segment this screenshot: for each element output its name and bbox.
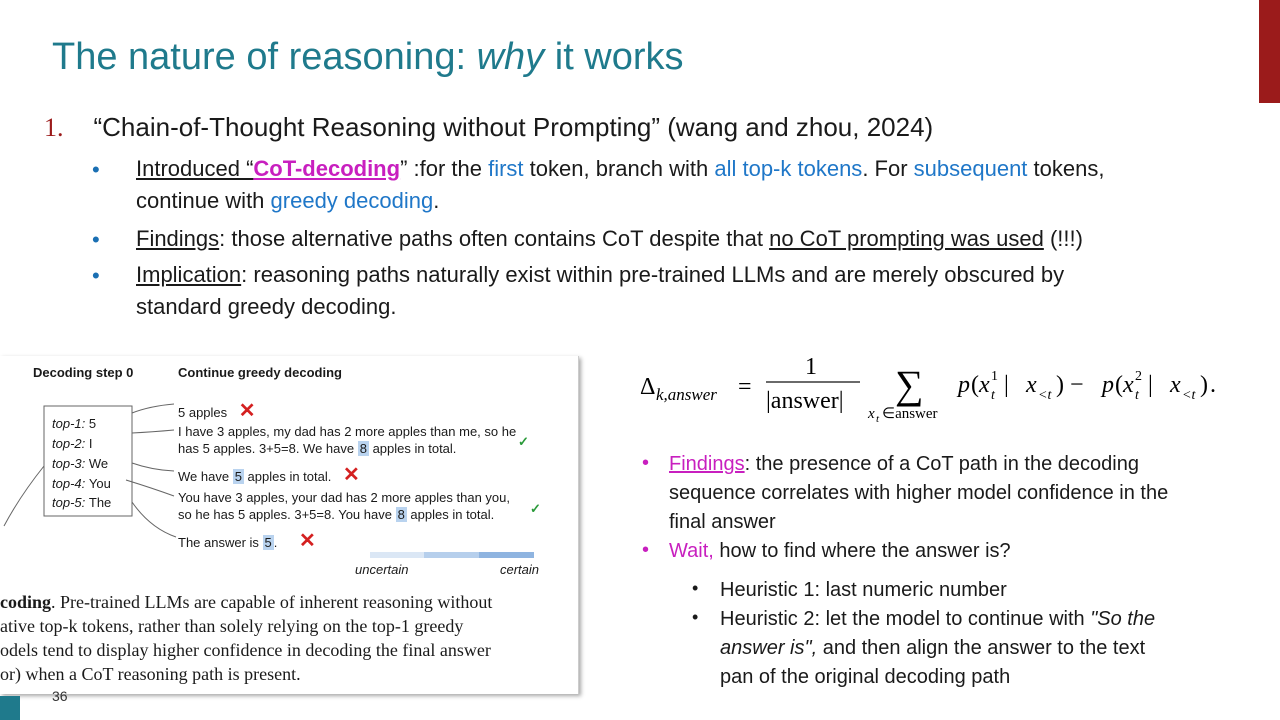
bullet-dot: • [692,607,699,627]
footer-tick [0,696,20,720]
bullet-findings: Findings: those alternative paths often contains CoT despite that no CoT prompting was used (!!!) [136,226,1083,251]
right-bullet-findings: Findings: the presence of a CoT path in the decoding sequence correlates with higher model confidence in the final answer [669,453,1169,533]
heuristic-1: Heuristic 1: last numeric number [720,579,1007,601]
svg-text:x: x [1123,372,1134,398]
page-number: 36 [52,688,68,704]
heuristic-2: Heuristic 2: let the model to continue with "So the answer is", and then align the answer to the text pan of the original decoding path [720,608,1156,688]
svg-text:<t: <t [1182,388,1196,403]
svg-text:2: 2 [1135,369,1142,384]
formula-sum-var-sub: t [876,413,880,425]
formula-sum: ∑ [895,362,924,407]
bullet-dot: • [92,263,100,288]
figure-caption: coding. Pre-trained LLMs are capable of inherent reasoning without ative top-k tokens, rather than solely relying on the top-1 greedy odels tend to display higher confidence in decoding the final answer or) when a CoT reasoning path is present. [0,592,493,684]
slide-title: The nature of reasoning: why it works [52,36,684,78]
figure-header-left: Decoding step 0 [33,365,134,380]
svg-text:): ) [1200,372,1208,398]
check-icon: ✓ [518,434,529,449]
svg-text:<t: <t [1038,388,1052,403]
formula-delta: Δ [640,374,656,400]
path-3: We have 5 apples in total. ✕ [178,464,360,486]
formula-sum-set: ∈answer [882,406,938,422]
bullet-implication: Implication: reasoning paths naturally exist within pre-trained LLMs and are merely obscured by standard greedy decoding. [136,262,1065,319]
svg-text:|: | [1004,372,1009,398]
token-row: top-2: I [52,436,93,451]
svg-text:1: 1 [991,369,998,384]
token-row: top-5: The [52,495,112,510]
scale-label-certain: certain [500,562,540,577]
cross-icon: ✕ [343,464,360,486]
cross-icon: ✕ [238,400,256,422]
path-5: The answer is 5 . ✕ [178,530,316,552]
bullet-cot-decoding: Introduced “CoT-decoding” :for the first token, branch with all top-k tokens. For subsequent tokens, continue with greedy decoding. [136,156,1105,213]
svg-text:p: p [958,372,970,398]
formula-numerator: 1 [805,354,817,380]
right-bullet-wait: Wait, how to find where the answer is? [669,540,1011,562]
formula-svg [640,352,1260,432]
formula-period: . [1210,372,1216,398]
svg-text:x: x [1170,372,1181,398]
formula-subscript: k,answer [656,385,717,404]
svg-text:x: x [1026,372,1037,398]
cross-icon: ✕ [299,530,316,552]
decoding-figure [0,356,579,694]
svg-text:p: p [1102,372,1114,398]
confidence-formula [640,352,1260,432]
bullet-dot: • [642,539,650,561]
svg-text:t: t [991,388,995,403]
svg-text:(: ( [971,372,979,398]
path-2: I have 3 apples, my dad has 2 more apples than me, so he has 5 apples. 3+5=8. We have 8 apples in total. [178,424,517,456]
bullet-dot: • [92,157,100,182]
svg-text:(: ( [1115,372,1123,398]
path-4: You have 3 apples, your dad has 2 more apples than you, so he has 5 apples. 3+5=8. You have 8 apples in total. [178,490,510,522]
token-row: top-4: You [52,476,111,491]
check-icon: ✓ [530,501,541,516]
formula-denominator: |answer| [766,388,844,414]
item-number: 1. [44,113,64,142]
scale-label-uncertain: uncertain [355,562,409,577]
paper-citation: “Chain-of-Thought Reasoning without Prompting” (wang and zhou, 2024) [93,112,934,142]
formula-eq: = [738,374,752,400]
bullet-dot: • [692,578,699,598]
formula-sum-var: x [868,406,875,422]
accent-bar [1259,0,1280,103]
path-1: 5 apples ✕ [178,400,256,422]
token-row: top-3: We [52,456,109,471]
svg-text:) −: ) − [1056,372,1084,398]
svg-text:t: t [1135,388,1139,403]
bullet-dot: • [642,452,650,474]
svg-text:|: | [1148,372,1153,398]
token-row: top-1: 5 [52,416,97,431]
numbered-item-1 [44,112,933,143]
cot-decoding-term: CoT-decoding [253,156,401,181]
figure-header-right: Continue greedy decoding [178,365,342,380]
bullet-dot: • [92,227,100,252]
svg-text:x: x [979,372,990,398]
